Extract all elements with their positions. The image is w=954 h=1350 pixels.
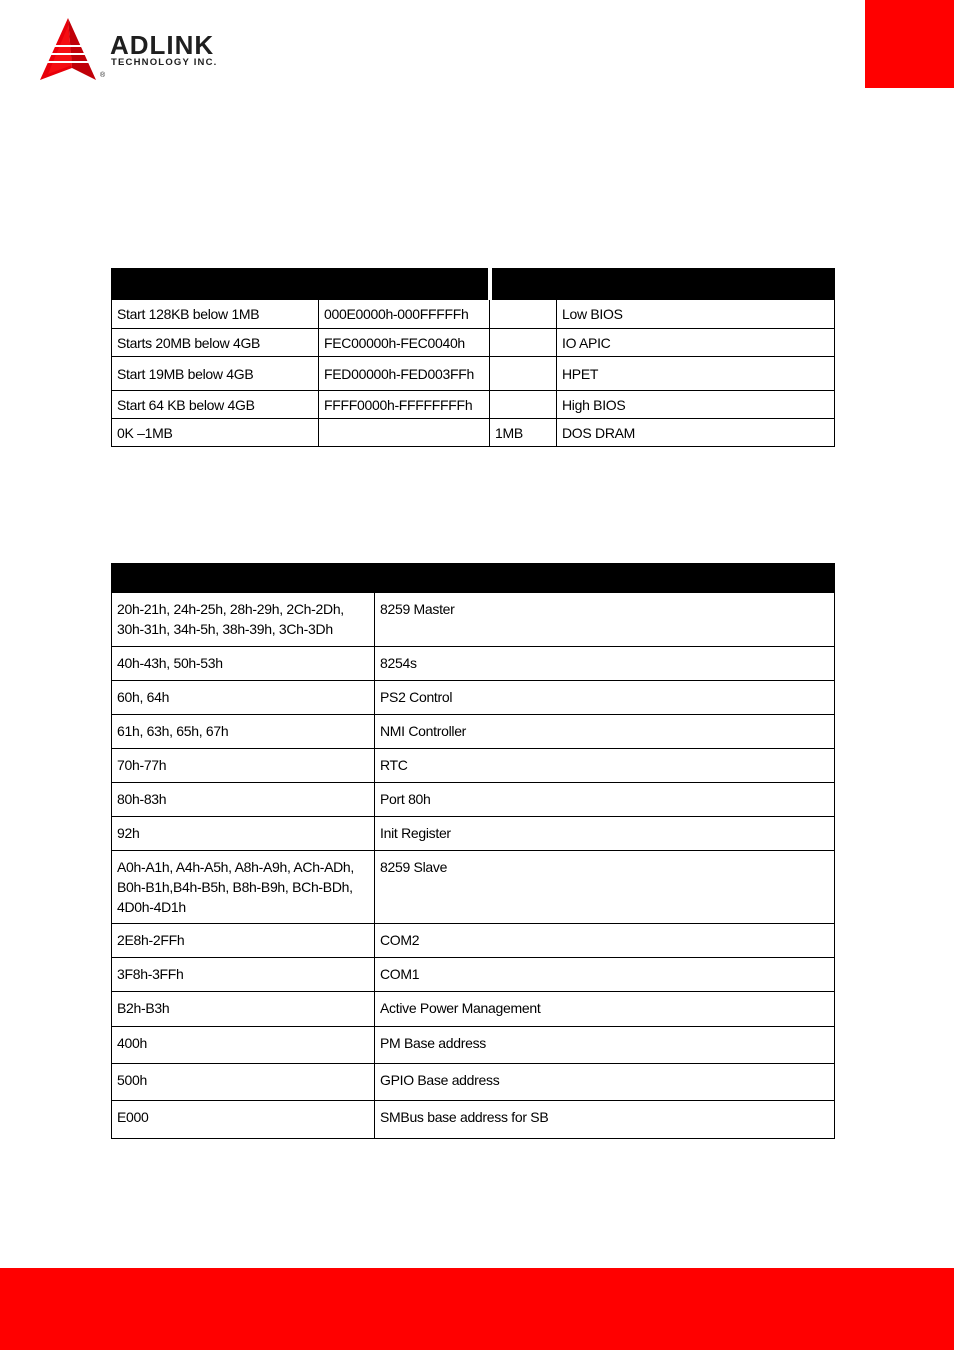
io-address-cell: 60h, 64h — [112, 681, 375, 715]
memory-address-cell: 000E0000h-000FFFFFh — [319, 300, 490, 329]
io-device-cell: Port 80h — [375, 783, 835, 817]
memory-map-table — [111, 268, 835, 447]
memory-map-body — [112, 300, 835, 447]
table-row — [112, 783, 835, 817]
io-device-cell: 8259 Master — [375, 593, 835, 647]
memory-map-header — [112, 269, 835, 300]
io-address-cell: 2E8h-2FFh — [112, 924, 375, 958]
memory-address-cell: FEC00000h-FEC0040h — [319, 329, 490, 357]
triangle-logo-icon — [38, 16, 108, 82]
memory-range-cell: Start 128KB below 1MB — [112, 300, 319, 329]
io-address-cell: B2h-B3h — [112, 992, 375, 1027]
memory-usage-cell: IO APIC — [557, 329, 835, 357]
memory-usage-cell: Low BIOS — [557, 300, 835, 329]
table-row — [112, 391, 835, 419]
memory-address-cell — [319, 419, 490, 447]
footer-red-bar — [0, 1268, 954, 1350]
io-device-cell: GPIO Base address — [375, 1064, 835, 1101]
memory-size-cell — [490, 300, 557, 329]
io-address-cell: 40h-43h, 50h-53h — [112, 647, 375, 681]
memory-address-cell: FFFF0000h-FFFFFFFFh — [319, 391, 490, 419]
table-row — [112, 924, 835, 958]
memory-size-cell — [490, 391, 557, 419]
memory-range-cell: Start 19MB below 4GB — [112, 357, 319, 391]
io-map-body — [112, 593, 835, 1139]
corner-red-tab — [865, 0, 954, 88]
memory-size-cell — [490, 357, 557, 391]
registered-mark: ® — [100, 72, 106, 79]
table-row — [112, 357, 835, 391]
io-device-cell: RTC — [375, 749, 835, 783]
io-address-cell: 400h — [112, 1027, 375, 1064]
table-row — [112, 1027, 835, 1064]
table-row — [112, 749, 835, 783]
io-device-cell: Init Register — [375, 817, 835, 851]
table-row — [112, 681, 835, 715]
io-address-cell: 61h, 63h, 65h, 67h — [112, 715, 375, 749]
io-device-cell: Active Power Management — [375, 992, 835, 1027]
memory-usage-cell: HPET — [557, 357, 835, 391]
io-address-cell: 3F8h-3FFh — [112, 958, 375, 992]
table-row — [112, 329, 835, 357]
table-row — [112, 1101, 835, 1139]
io-device-cell: 8254s — [375, 647, 835, 681]
io-device-cell: PM Base address — [375, 1027, 835, 1064]
memory-address-cell: FED00000h-FED003FFh — [319, 357, 490, 391]
io-address-cell: 500h — [112, 1064, 375, 1101]
brand-name: ADLINK — [110, 30, 215, 60]
memory-range-cell: Starts 20MB below 4GB — [112, 329, 319, 357]
table-row — [112, 992, 835, 1027]
brand-tagline: TECHNOLOGY INC. — [111, 57, 218, 68]
table-row — [112, 1064, 835, 1101]
memory-range-cell: Start 64 KB below 4GB — [112, 391, 319, 419]
memory-size-cell — [490, 329, 557, 357]
table-row — [112, 817, 835, 851]
table-row — [112, 851, 835, 924]
io-map-table — [111, 563, 835, 1139]
memory-usage-cell: High BIOS — [557, 391, 835, 419]
memory-size-cell: 1MB — [490, 419, 557, 447]
memory-range-cell: 0K –1MB — [112, 419, 319, 447]
io-device-cell: 8259 Slave — [375, 851, 835, 924]
io-address-cell: A0h-A1h, A4h-A5h, A8h-A9h, ACh-ADh, B0h-B1h,B4h-B5h, B8h-B9h, BCh-BDh, 4D0h-4D1h — [112, 851, 375, 924]
io-address-cell: 70h-77h — [112, 749, 375, 783]
io-device-cell: SMBus base address for SB — [375, 1101, 835, 1139]
io-address-cell: 80h-83h — [112, 783, 375, 817]
table-row — [112, 715, 835, 749]
table-row — [112, 419, 835, 447]
io-device-cell: PS2 Control — [375, 681, 835, 715]
table-row — [112, 647, 835, 681]
io-device-cell: COM2 — [375, 924, 835, 958]
company-logo — [38, 16, 258, 84]
io-device-cell: COM1 — [375, 958, 835, 992]
io-address-cell: 20h-21h, 24h-25h, 28h-29h, 2Ch-2Dh, 30h-31h, 34h-5h, 38h-39h, 3Ch-3Dh — [112, 593, 375, 647]
table-row — [112, 593, 835, 647]
table-row — [112, 300, 835, 329]
table-row — [112, 958, 835, 992]
io-address-cell: 92h — [112, 817, 375, 851]
io-address-cell: E000 — [112, 1101, 375, 1139]
io-map-header — [112, 564, 835, 593]
io-device-cell: NMI Controller — [375, 715, 835, 749]
memory-usage-cell: DOS DRAM — [557, 419, 835, 447]
